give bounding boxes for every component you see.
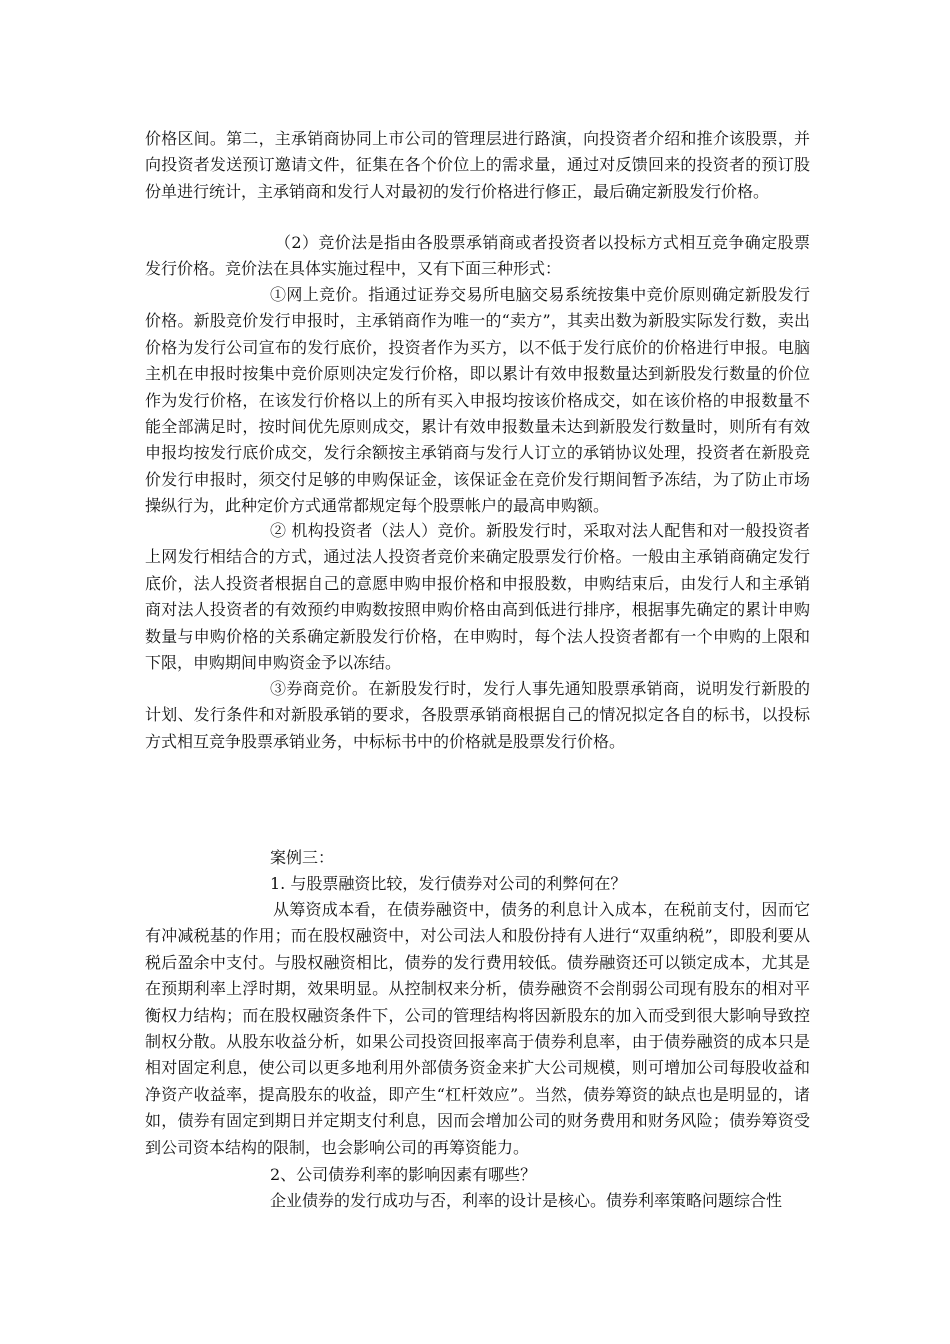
paragraph-price-range: 价格区间。第二，主承销商协同上市公司的管理层进行路演，向投资者介绍和推介该股票，并向投资者发送预订邀请文件，征集在各个价位上的需求量，通过对反馈回来的投资者的预订股份单进行统计，主承销商和发行人对最初的发行价格进行修正，最后确定新股发行价格。 [145,129,810,201]
answer-1: 从筹资成本看，在债券融资中，债务的利息计入成本，在税前支付，因而它有冲减税基的作用；而在股权融资中，对公司法人和股份持有人进行“双重纳税”，即股利要从税后盈余中支付。与股权融资相比，债券的发行费用较低。债券融资还可以锁定成本，尤其是在预期利率上浮时期，效果明显。从控制权来分析，债券融资不会削弱公司现有股东的相对平衡权力结构；而在股权融资条件下，公司的管理结构将因新股东的加入而受到很大影响导致控制权分散。从股东收益分析，如果公司投资回报率高于债券利息率，由于债券融资的成本只是相对固定利息，使公司以更多地利用外部债务资金来扩大公司规模，则可增加公司每股收益和净资产收益率，提高股东的收益，即产生“杠杆效应”。当然，债券筹资的缺点也是明显的，诸如，债券有固定到期日并定期支付利息，因而会增加公司的财务费用和财务风险；债券筹资受到公司资本结构的限制，也会影响公司的再筹资能力。 [145,900,810,1157]
question-1: 1. 与股票融资比较，发行债券对公司的利弊何在？ [270,874,627,893]
paragraph-auction-method: （2）竞价法是指由各股票承销商或者投资者以投标方式相互竞争确定股票发行价格。竞价法在具体实施过程中，又有下面三种形式： [145,233,810,279]
question-2: 2、公司债券利率的影响因素有哪些？ [270,1165,537,1184]
paragraph-institutional-auction: ② 机构投资者（法人）竞价。新股发行时，采取对法人配售和对一般投资者上网发行相结合的方式，通过法人投资者竞价来确定股票发行价格。一般由主承销商确定发行底价，法人投资者根据自己的意愿申购申报价格和申报股数，申购结束后，由发行人和主承销商对法人投资者的有效预约申购数按照申购价格由高到低进行排序，根据事先确定的累计申购数量与申购价格的关系确定新股发行价格，在申购时，每个法人投资者都有一个申购的上限和下限，申购期间申购资金予以冻结。 [145,521,810,673]
case-heading: 案例三： [270,848,335,867]
paragraph-broker-auction: ③券商竞价。在新股发行时，发行人事先通知股票承销商，说明发行新股的计划、发行条件和对新股承销的要求，各股票承销商根据自己的情况拟定各自的标书，以投标方式相互竞争股票承销业务，中标标书中的价格就是股票发行价格。 [145,679,810,751]
paragraph-online-auction: ①网上竞价。指通过证券交易所电脑交易系统按集中竞价原则确定新股发行价格。新股竞价发行申报时，主承销商作为唯一的“卖方”，其卖出数为新股实际发行数，卖出价格为发行公司宣布的发行底价，投资者作为买方，以不低于发行底价的价格进行申报。电脑主机在申报时按集中竞价原则决定发行价格，即以累计有效申报数量达到新股发行数量的价位作为发行价格，在该发行价格以上的所有买入申报均按该价格成交，如在该价格的申报数量不能全部满足时，按时间优先原则成交，累计有效申报数量未达到新股发行数量时，则所有有效申报均按发行底价成交，发行余额按主承销商与发行人订立的承销协议处理，投资者在新股竞价发行申报时，须交付足够的申购保证金，该保证金在竞价发行期间暂予冻结，为了防止市场操纵行为，此种定价方式通常都规定每个股票帐户的最高申购额。 [145,285,810,516]
answer-2-start: 企业债券的发行成功与否，利率的设计是核心。债券利率策略问题综合性 [270,1191,783,1210]
